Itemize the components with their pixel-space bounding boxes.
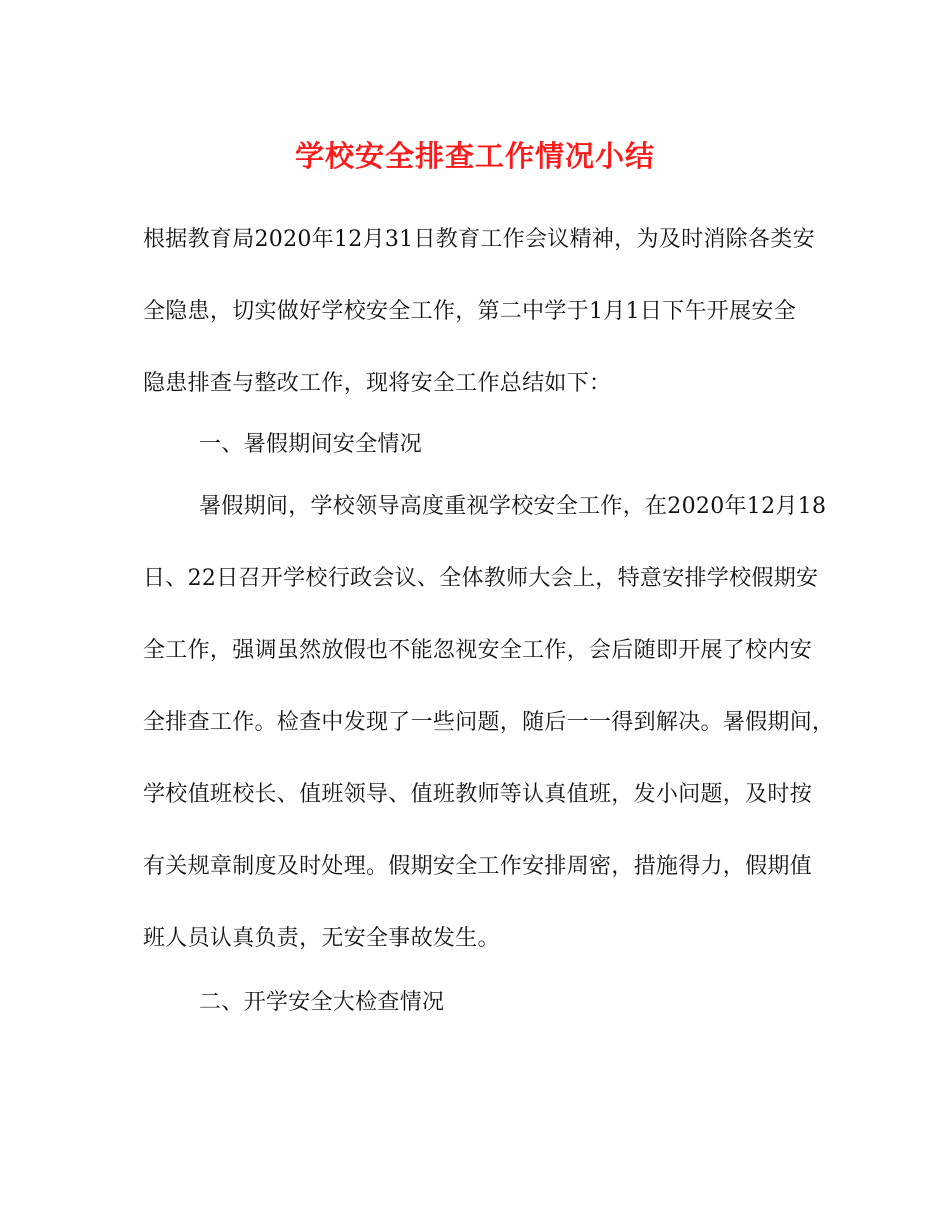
paragraph-line: 全排查工作。检查中发现了一些问题，随后一一得到解决。暑假期间， xyxy=(143,710,835,735)
paragraph-line: 全隐患，切实做好学校安全工作，第二中学于1月1日下午开展安全 xyxy=(143,299,796,324)
paragraph-line: 全工作，强调虽然放假也不能忽视安全工作，会后随即开展了校内安 xyxy=(143,638,813,663)
paragraph-line: 隐患排查与整改工作，现将安全工作总结如下： xyxy=(143,371,612,396)
paragraph-line: 日、22日召开学校行政会议、全体教师大会上，特意安排学校假期安 xyxy=(143,566,819,591)
paragraph-line: 根据教育局2020年12月31日教育工作会议精神，为及时消除各类安 xyxy=(143,227,815,252)
paragraph-line: 有关规章制度及时处理。假期安全工作安排周密，措施得力，假期值 xyxy=(143,854,813,879)
paragraph-line: 学校值班校长、值班领导、值班教师等认真值班，发小问题，及时按 xyxy=(143,782,813,807)
paragraph-line: 暑假期间，学校领导高度重视学校安全工作，在2020年12月18 xyxy=(199,494,827,519)
paragraph-line: 班人员认真负责，无安全事故发生。 xyxy=(143,926,500,951)
section-heading: 一、暑假期间安全情况 xyxy=(199,432,423,457)
document-title: 学校安全排查工作情况小结 xyxy=(294,139,655,173)
section-heading: 二、开学安全大检查情况 xyxy=(199,990,445,1015)
